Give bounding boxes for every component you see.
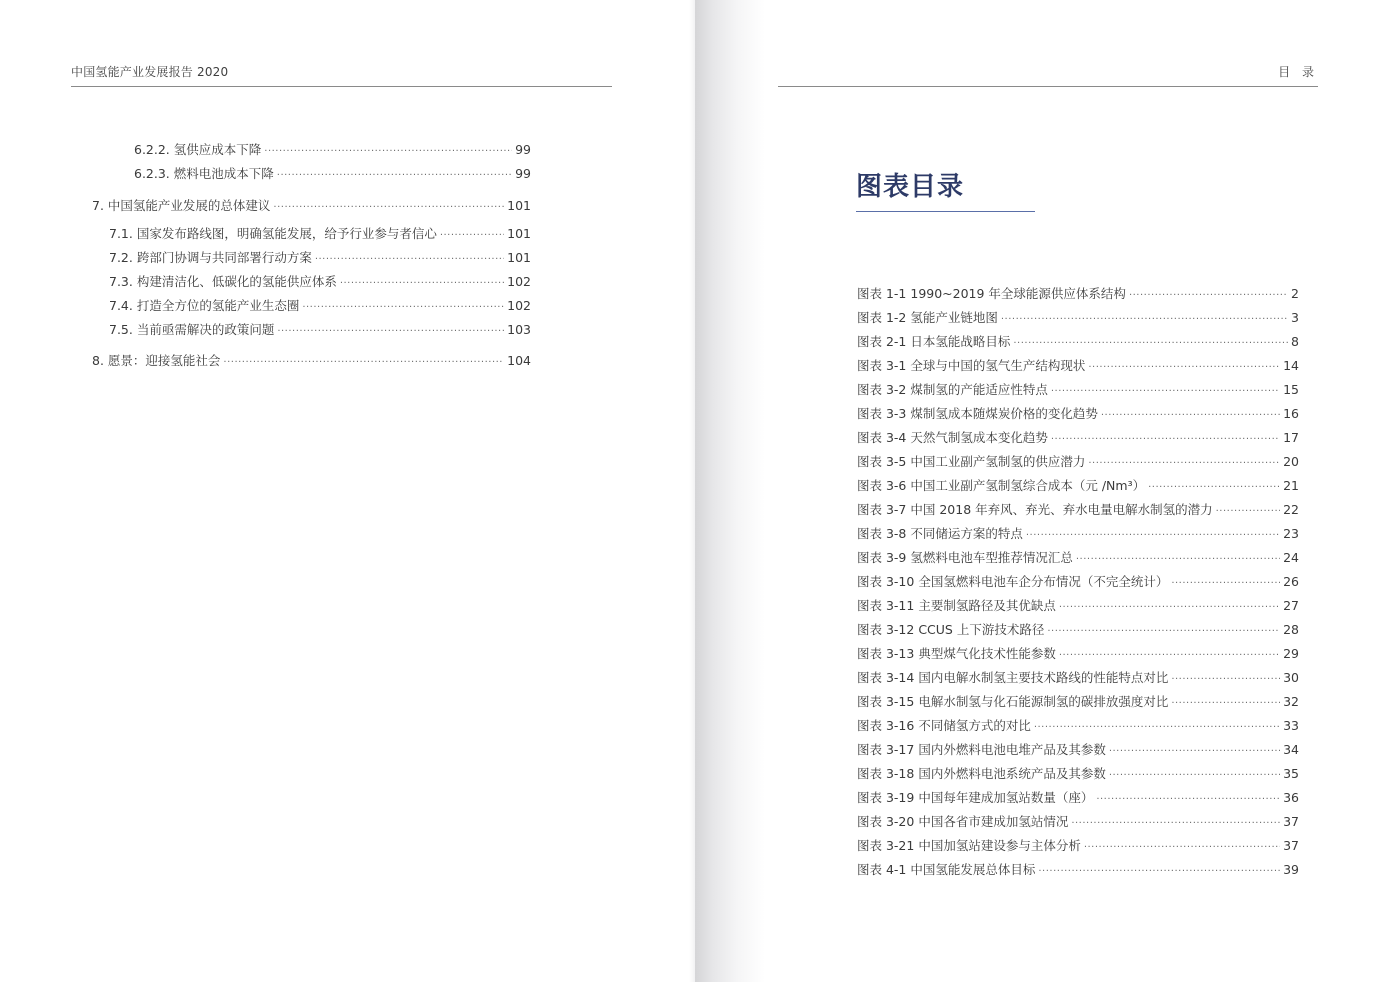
figure-entry[interactable] — [857, 430, 1299, 448]
toc-entry[interactable] — [109, 274, 531, 292]
dot-leader — [1088, 360, 1280, 376]
figure-entry[interactable] — [857, 550, 1299, 568]
entry-title: 图表 3-4 天然气制氢成本变化趋势 — [857, 430, 1048, 445]
page-number: 23 — [1283, 526, 1299, 541]
dot-leader — [1088, 456, 1280, 472]
page-number: 99 — [515, 166, 531, 181]
figure-entry[interactable] — [857, 766, 1299, 784]
dot-leader — [264, 144, 512, 160]
figure-entry[interactable] — [857, 790, 1299, 808]
entry-title: 图表 3-1 全球与中国的氢气生产结构现状 — [857, 358, 1086, 373]
header-rule-right — [778, 86, 1318, 87]
entry-title: 7.1. 国家发布路线图，明确氢能发展，给予行业参与者信心 — [109, 226, 437, 241]
figure-entry[interactable] — [857, 526, 1299, 544]
entry-title: 图表 3-13 典型煤气化技术性能参数 — [857, 646, 1056, 661]
entry-title: 图表 2-1 日本氢能战略目标 — [857, 334, 1011, 349]
page-number: 29 — [1283, 646, 1299, 661]
dot-leader — [1071, 816, 1280, 832]
page-number: 22 — [1283, 502, 1299, 517]
page-number: 27 — [1283, 598, 1299, 613]
figure-entry[interactable] — [857, 310, 1299, 328]
entry-title: 图表 3-8 不同储运方案的特点 — [857, 526, 1023, 541]
page-number: 24 — [1283, 550, 1299, 565]
entry-title: 7. 中国氢能产业发展的总体建议 — [92, 198, 271, 213]
running-head-right: 目 录 — [1278, 65, 1318, 79]
entry-title: 图表 3-2 煤制氢的产能适应性特点 — [857, 382, 1048, 397]
figure-entry[interactable] — [857, 406, 1299, 424]
dot-leader — [1096, 792, 1280, 808]
figure-entry[interactable] — [857, 454, 1299, 472]
dot-leader — [1148, 480, 1280, 496]
title-underline — [856, 211, 1035, 212]
dot-leader — [277, 168, 512, 184]
page-number: 21 — [1283, 478, 1299, 493]
entry-title: 8. 愿景：迎接氢能社会 — [92, 353, 221, 368]
entry-title: 图表 3-18 国内外燃料电池系统产品及其参数 — [857, 766, 1106, 781]
figure-entry[interactable] — [857, 574, 1299, 592]
entry-title: 图表 3-12 CCUS 上下游技术路径 — [857, 622, 1045, 637]
figure-entry[interactable] — [857, 862, 1299, 880]
toc-entry[interactable] — [92, 198, 531, 216]
page-number: 32 — [1283, 694, 1299, 709]
dot-leader — [277, 324, 504, 340]
entry-title: 图表 1-2 氢能产业链地图 — [857, 310, 998, 325]
dot-leader — [1216, 504, 1280, 520]
dot-leader — [1171, 672, 1280, 688]
page-number: 102 — [507, 274, 531, 289]
page-number: 36 — [1283, 790, 1299, 805]
dot-leader — [302, 300, 504, 316]
dot-leader — [340, 276, 504, 292]
figure-entry[interactable] — [857, 646, 1299, 664]
dot-leader — [440, 228, 504, 244]
page-number: 34 — [1283, 742, 1299, 757]
dot-leader — [1109, 744, 1280, 760]
page-number: 101 — [507, 226, 531, 241]
dot-leader — [1171, 696, 1280, 712]
toc-entry[interactable] — [134, 142, 531, 160]
entry-title: 图表 3-16 不同储氢方式的对比 — [857, 718, 1031, 733]
entry-title: 图表 3-17 国内外燃料电池电堆产品及其参数 — [857, 742, 1106, 757]
entry-title: 图表 3-9 氢燃料电池车型推荐情况汇总 — [857, 550, 1073, 565]
figure-entry[interactable] — [857, 838, 1299, 856]
figure-entry[interactable] — [857, 814, 1299, 832]
dot-leader — [1038, 864, 1280, 880]
page-number: 39 — [1283, 862, 1299, 877]
page-number: 26 — [1283, 574, 1299, 589]
entry-title: 图表 3-11 主要制氢路径及其优缺点 — [857, 598, 1056, 613]
entry-title: 7.5. 当前亟需解决的政策问题 — [109, 322, 275, 337]
dot-leader — [1171, 576, 1280, 592]
figure-entry[interactable] — [857, 382, 1299, 400]
dot-leader — [1026, 528, 1280, 544]
dot-leader — [1047, 624, 1280, 640]
figure-entry[interactable] — [857, 742, 1299, 760]
toc-entry[interactable] — [92, 353, 531, 371]
entry-title: 7.4. 打造全方位的氢能产业生态圈 — [109, 298, 300, 313]
page-number: 14 — [1283, 358, 1299, 373]
figure-entry[interactable] — [857, 286, 1299, 304]
entry-title: 图表 4-1 中国氢能发展总体目标 — [857, 862, 1036, 877]
page-number: 37 — [1283, 838, 1299, 853]
entry-title: 图表 3-3 煤制氢成本随煤炭价格的变化趋势 — [857, 406, 1098, 421]
dot-leader — [1051, 384, 1280, 400]
dot-leader — [1013, 336, 1288, 352]
page-number: 3 — [1291, 310, 1299, 325]
entry-title: 6.2.3. 燃料电池成本下降 — [134, 166, 274, 181]
figure-entry[interactable] — [857, 694, 1299, 712]
page-number: 104 — [507, 353, 531, 368]
page-number: 103 — [507, 322, 531, 337]
entry-title: 图表 3-21 中国加氢站建设参与主体分析 — [857, 838, 1081, 853]
entry-title: 图表 3-10 全国氢燃料电池车企分布情况（不完全统计） — [857, 574, 1169, 589]
right-page — [695, 0, 1390, 982]
entry-title: 图表 3-5 中国工业副产氢制氢的供应潜力 — [857, 454, 1086, 469]
entry-title: 7.3. 构建清洁化、低碳化的氢能供应体系 — [109, 274, 337, 289]
toc-entry[interactable] — [109, 322, 531, 340]
dot-leader — [1034, 720, 1280, 736]
figure-entry[interactable] — [857, 670, 1299, 688]
entry-title: 图表 3-6 中国工业副产氢制氢综合成本（元 /Nm³） — [857, 478, 1146, 493]
figure-entry[interactable] — [857, 718, 1299, 736]
page-number: 35 — [1283, 766, 1299, 781]
page-number: 33 — [1283, 718, 1299, 733]
dot-leader — [315, 252, 504, 268]
page-number: 37 — [1283, 814, 1299, 829]
toc-entry[interactable] — [109, 226, 531, 244]
dot-leader — [1101, 408, 1280, 424]
page-number: 102 — [507, 298, 531, 313]
running-head-left: 中国氢能产业发展报告 2020 — [71, 65, 229, 79]
entry-title: 图表 1-1 1990~2019 年全球能源供应体系结构 — [857, 286, 1126, 301]
dot-leader — [1084, 840, 1280, 856]
toc-entry[interactable] — [109, 250, 531, 268]
dot-leader — [1001, 312, 1288, 328]
page-number: 15 — [1283, 382, 1299, 397]
page-number: 101 — [507, 250, 531, 265]
figure-entry[interactable] — [857, 502, 1299, 520]
dot-leader — [223, 355, 504, 371]
page-title: 图表目录 — [856, 172, 965, 202]
page-number: 2 — [1291, 286, 1299, 301]
dot-leader — [273, 200, 504, 216]
entry-title: 7.2. 跨部门协调与共同部署行动方案 — [109, 250, 312, 265]
figure-entry[interactable] — [857, 478, 1299, 496]
entry-title: 图表 3-19 中国每年建成加氢站数量（座） — [857, 790, 1094, 805]
header-rule-left — [71, 86, 612, 87]
dot-leader — [1129, 288, 1288, 304]
page-number: 20 — [1283, 454, 1299, 469]
page-number: 17 — [1283, 430, 1299, 445]
page-number: 8 — [1291, 334, 1299, 349]
page-number: 28 — [1283, 622, 1299, 637]
page-number: 101 — [507, 198, 531, 213]
dot-leader — [1059, 648, 1280, 664]
page-number: 16 — [1283, 406, 1299, 421]
entry-title: 6.2.2. 氢供应成本下降 — [134, 142, 262, 157]
dot-leader — [1059, 600, 1280, 616]
entry-title: 图表 3-7 中国 2018 年弃风、弃光、弃水电量电解水制氢的潜力 — [857, 502, 1213, 517]
dot-leader — [1076, 552, 1280, 568]
figure-entry[interactable] — [857, 334, 1299, 352]
figure-entry[interactable] — [857, 358, 1299, 376]
dot-leader — [1051, 432, 1280, 448]
page-fold-shadow-right — [695, 0, 765, 982]
toc-entry[interactable] — [109, 298, 531, 316]
entry-title: 图表 3-15 电解水制氢与化石能源制氢的碳排放强度对比 — [857, 694, 1169, 709]
figure-entry[interactable] — [857, 598, 1299, 616]
entry-title: 图表 3-14 国内电解水制氢主要技术路线的性能特点对比 — [857, 670, 1169, 685]
figure-entry[interactable] — [857, 622, 1299, 640]
dot-leader — [1109, 768, 1280, 784]
entry-title: 图表 3-20 中国各省市建成加氢站情况 — [857, 814, 1069, 829]
page-number: 30 — [1283, 670, 1299, 685]
toc-entry[interactable] — [134, 166, 531, 184]
page-number: 99 — [515, 142, 531, 157]
